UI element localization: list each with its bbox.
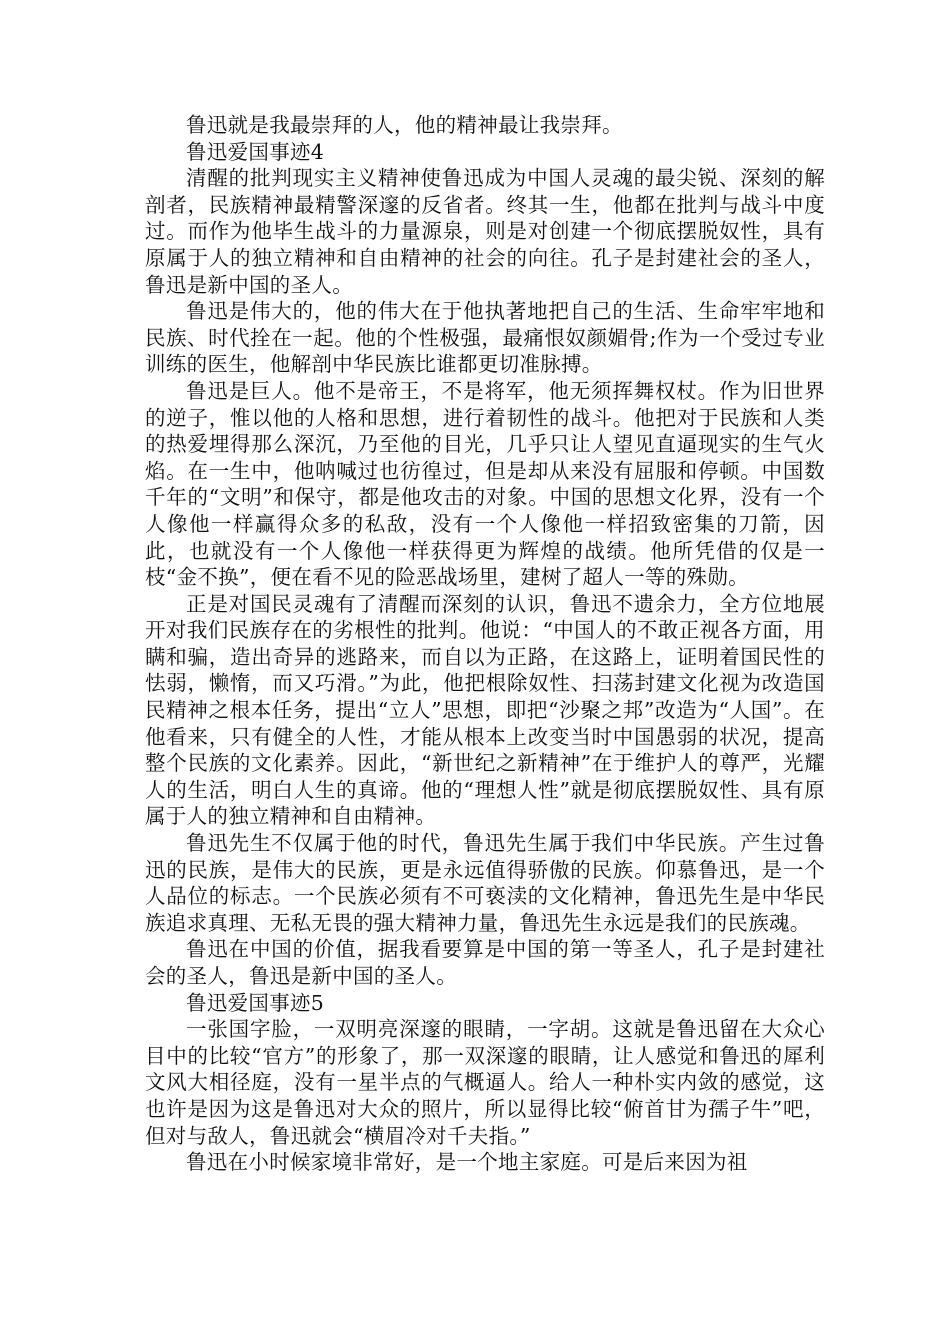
section-heading-4: 鲁迅爱国事迹4	[186, 139, 325, 164]
paragraph: 清醒的批判现实主义精神使鲁迅成为中国人灵魂的最尖锐、深刻的解剖者，民族精神最精警深邃的反省者。终其一生，他都在批判与战斗中度过。而作为他毕生战斗的力量源泉，则是对创建一个彻底摆脱奴性，具有原属于人的独立精神和自由精神的社会的向往。孔子是封建社会的圣人，鲁迅是新中国的圣人。	[145, 166, 825, 297]
paragraph-intro: 鲁迅就是我最崇拜的人，他的精神最让我崇拜。	[186, 113, 623, 137]
paragraph: 一张国字脸，一双明亮深邃的眼睛，一字胡。这就是鲁迅留在大众心目中的比较“官方”的形象了，那一双深邃的眼睛，让人感觉和鲁迅的犀利文风大相径庭，没有一星半点的气概逼人。给人一种朴实内敛的感觉，这也许是因为这是鲁迅对大众的照片，所以显得比较“俯首甘为孺子牛”吧，但对与敌人，鲁迅就会“横眉冷对千夫指。”	[145, 1017, 825, 1148]
paragraph-truncated: 鲁迅在小时候家境非常好，是一个地主家庭。可是后来因为祖	[186, 1150, 748, 1175]
document-page	[145, 112, 825, 1176]
section-heading-5: 鲁迅爱国事迹5	[186, 990, 325, 1015]
paragraph: 正是对国民灵魂有了清醒而深刻的认识，鲁迅不遗余力，全方位地展开对我们民族存在的劣根性的批判。他说：“中国人的不敢正视各方面，用瞒和骗，造出奇异的逃路来，而自以为正路，在这路上，证明着国民性的怯弱，懒惰，而又巧滑。”为此，他把根除奴性、扫荡封建文化视为改造国民精神之根本任务，提出“立人”思想，即把“沙聚之邦”改造为“人国”。在他看来，只有健全的人性，才能从根本上改变当时中国愚弱的状况，提高整个民族的文化素养。因此，“新世纪之新精神”在于维护人的尊严，光耀人的生活，明白人生的真谛。他的“理想人性”就是彻底摆脱奴性、具有原属于人的独立精神和自由精神。	[145, 591, 825, 829]
paragraph: 鲁迅在中国的价值，据我看要算是中国的第一等圣人，孔子是封建社会的圣人，鲁迅是新中国的圣人。	[145, 937, 825, 988]
paragraph: 鲁迅是伟大的，他的伟大在于他执著地把自己的生活、生命牢牢地和民族、时代拴在一起。他的个性极强，最痛恨奴颜媚骨;作为一个受过专业训练的医生，他解剖中华民族比谁都更切准脉搏。	[145, 299, 825, 377]
paragraph: 鲁迅先生不仅属于他的时代，鲁迅先生属于我们中华民族。产生过鲁迅的民族，是伟大的民族，更是永远值得骄傲的民族。仰慕鲁迅，是一个人品位的标志。一个民族必须有不可亵渎的文化精神，鲁迅先生是中华民族追求真理、无私无畏的强大精神力量，鲁迅先生永远是我们的民族魂。	[145, 831, 825, 935]
paragraph: 鲁迅是巨人。他不是帝王，不是将军，他无须挥舞权杖。作为旧世界的逆子，惟以他的人格和思想，进行着韧性的战斗。他把对于民族和人类的热爱埋得那么深沉，乃至他的目光，几乎只让人望见直逼现实的生气火焰。在一生中，他呐喊过也彷徨过，但是却从来没有屈服和停顿。中国数千年的“文明”和保守，都是他攻击的对象。中国的思想文化界，没有一个人像他一样赢得众多的私敌，没有一个人像他一样招致密集的刀箭，因此，也就没有一个人像他一样获得更为辉煌的战绩。他所凭借的仅是一枝“金不换”，便在看不见的险恶战场里，建树了超人一等的殊勋。	[145, 378, 825, 590]
